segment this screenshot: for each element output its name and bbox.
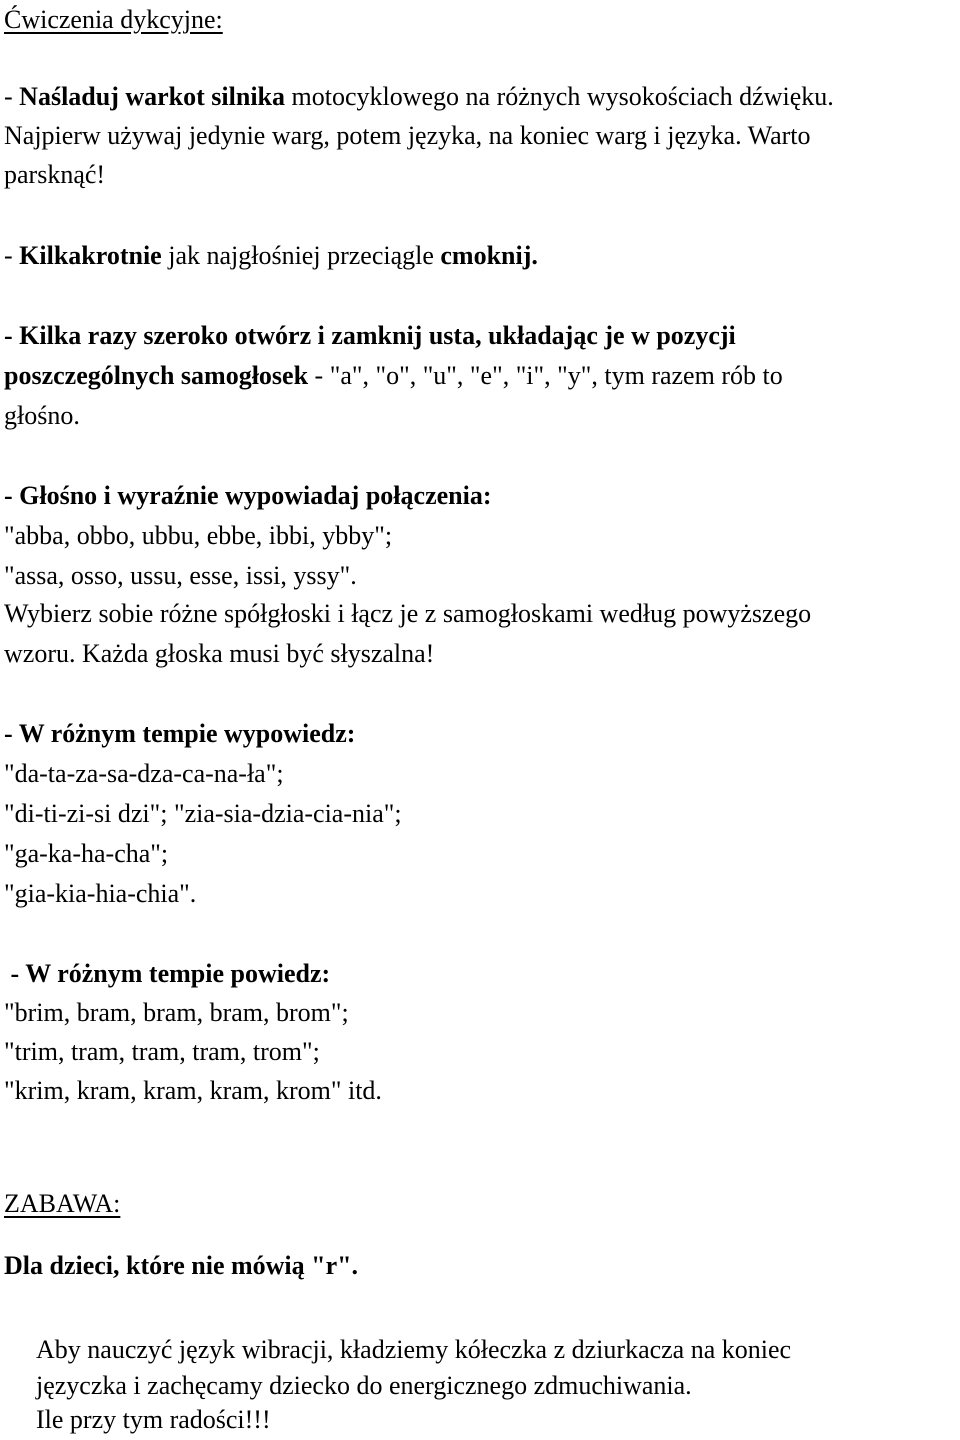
exercise-2-text: jak najgłośniej przeciągle [161,241,441,270]
exercise-3-heading: - Kilka razy szeroko otwórz i zamknij usta, układając je w pozycji [4,321,736,350]
dash: - [4,241,20,270]
exercise-5-line-1: "da-ta-za-sa-dza-ca-na-ła"; [4,759,284,788]
exercise-5-line-2: "di-ti-zi-si dzi"; "zia-sia-dzia-cia-nia"; [4,799,402,828]
exercise-5-line-3: "ga-ka-ha-cha"; [4,839,169,868]
exercise-5-heading [4,714,355,754]
exercise-5-line-4: "gia-kia-hia-chia". [4,879,197,908]
exercise-1-line-1 [4,77,834,117]
exercise-4-line-3: Wybierz sobie różne spółgłoski i łącz je z samogłoskami według powyższego [4,599,812,628]
exercise-4-line-2: "assa, osso, ussu, esse, issi, yssy". [4,561,357,590]
exercise-1-line-2: Najpierw używaj jedynie warg, potem języka, na koniec warg i języka. Warto [4,121,811,150]
game-subheading [4,1246,358,1286]
exercise-6-line-3: "krim, kram, kram, kram, krom" itd. [4,1076,382,1105]
exercise-6-heading [4,954,330,994]
exercise-1-line-3: parsknąć! [4,160,106,189]
exercise-3-line-3: głośno. [4,401,80,430]
dash: - [4,82,20,111]
exercise-2-keyword-1: Kilkakrotnie [19,241,162,270]
exercise-3-line-2 [4,356,783,396]
exercise-6-line-2: "trim, tram, tram, tram, trom"; [4,1037,320,1066]
game-line-3: Ile przy tym radości!!! [36,1405,271,1434]
exercise-3-line-1 [4,316,736,356]
exercise-4-line-1: "abba, obbo, ubbu, ebbe, ibbi, ybby"; [4,521,393,550]
exercise-1-text: motocyklowego na różnych wysokościach dźwięku. [285,82,834,111]
game-heading: ZABAWA: [4,1189,121,1218]
exercise-6-heading-text: - W różnym tempie powiedz: [4,959,331,988]
exercise-4-heading-text: - Głośno i wyraźnie wypowiadaj połączenia: [4,481,492,510]
exercise-1-keyword: Naśladuj warkot silnika [19,82,286,111]
game-line-2: języczka i zachęcamy dziecko do energicznego zdmuchiwania. [36,1371,692,1400]
page-title: Ćwiczenia dykcyjne: [4,5,223,34]
exercise-6-line-1: "brim, bram, bram, bram, brom"; [4,998,349,1027]
exercise-3-text: - "a", "o", "u", "e", "i", "y", tym razem rób to [308,361,783,390]
exercise-2-line-1 [4,236,538,276]
game-line-1: Aby nauczyć język wibracji, kładziemy kółeczka z dziurkacza na koniec [36,1335,792,1364]
exercise-4-heading [4,476,492,516]
exercise-5-heading-text: - W różnym tempie wypowiedz: [4,719,356,748]
exercise-3-heading-cont: poszczególnych samogłosek [4,361,309,390]
exercise-2-keyword-2: cmoknij. [440,241,538,270]
game-subheading-text: Dla dzieci, które nie mówią "r". [4,1251,359,1280]
exercise-4-line-4: wzoru. Każda głoska musi być słyszalna! [4,639,435,668]
